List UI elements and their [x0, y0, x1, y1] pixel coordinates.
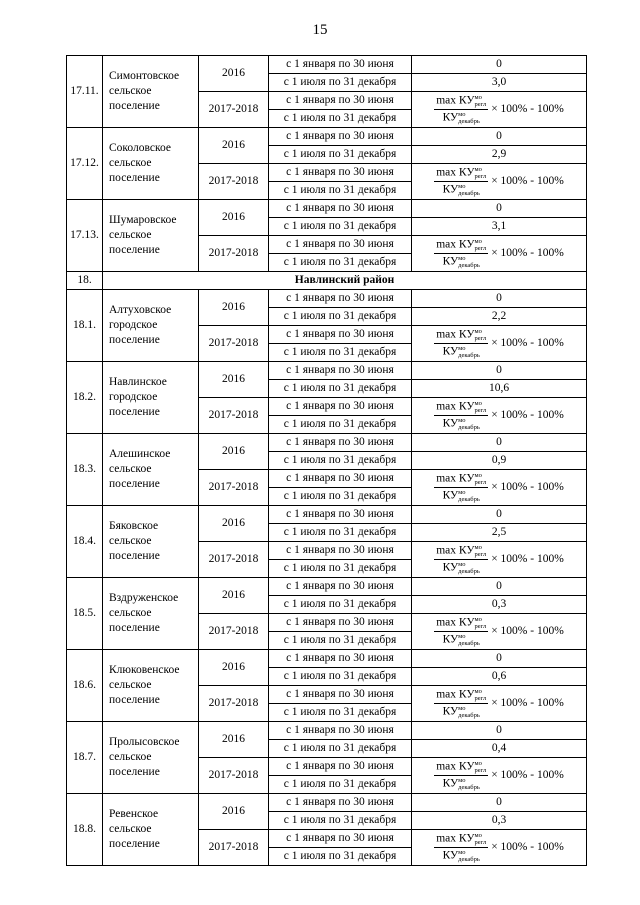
formula-cell: [412, 398, 587, 434]
formula-subscript-dec: декабрь: [458, 262, 480, 269]
value-cell: 2,2: [412, 308, 587, 326]
value-cell: 0: [412, 128, 587, 146]
row-number: 18.1.: [67, 290, 103, 362]
formula-superscript: мо: [474, 616, 482, 623]
formula-superscript: мо: [458, 561, 466, 568]
formula-denominator: [434, 182, 488, 197]
formula-subscript-dec: декабрь: [458, 190, 480, 197]
year-cell: 2017-2018: [199, 92, 269, 128]
formula-superscript: мо: [458, 705, 466, 712]
formula-subscript-dec: декабрь: [458, 568, 480, 575]
formula-indices-top: [474, 544, 486, 558]
formula-subscript-regl: регл: [474, 551, 487, 558]
period-cell: с 1 января по 30 июня: [269, 92, 412, 110]
formula-max-text: max КУ: [436, 760, 475, 773]
formula-subscript-dec: декабрь: [458, 856, 480, 863]
formula-cell: [412, 164, 587, 200]
settlement-name: Пролысовское сельское поселение: [103, 722, 199, 794]
formula-indices-top: [474, 688, 486, 702]
row-number: 17.12.: [67, 128, 103, 200]
value-cell: 2,9: [412, 146, 587, 164]
period-cell: с 1 января по 30 июня: [269, 614, 412, 632]
period-cell: с 1 января по 30 июня: [269, 236, 412, 254]
year-cell: 2016: [199, 722, 269, 758]
formula-fraction: [434, 400, 488, 431]
year-cell: 2017-2018: [199, 686, 269, 722]
formula-fraction: [434, 544, 488, 575]
formula-max-text: max КУ: [436, 166, 475, 179]
formula-denominator: [434, 632, 488, 647]
year-cell: 2016: [199, 650, 269, 686]
table-row: [67, 650, 587, 668]
period-cell: с 1 июля по 31 декабря: [269, 344, 412, 362]
period-cell: с 1 июля по 31 декабря: [269, 218, 412, 236]
formula-subscript-regl: регл: [474, 173, 487, 180]
period-cell: с 1 июля по 31 декабря: [269, 416, 412, 434]
year-cell: 2017-2018: [199, 830, 269, 866]
formula-indices-bottom: [458, 849, 480, 863]
period-cell: с 1 января по 30 июня: [269, 398, 412, 416]
formula-indices-top: [474, 400, 486, 414]
period-cell: с 1 января по 30 июня: [269, 200, 412, 218]
formula-superscript: мо: [474, 238, 482, 245]
formula-fraction: [434, 238, 488, 269]
formula-superscript: мо: [458, 417, 466, 424]
row-number: 18.4.: [67, 506, 103, 578]
value-cell: 0,9: [412, 452, 587, 470]
formula-indices-bottom: [458, 255, 480, 269]
formula-superscript: мо: [474, 832, 482, 839]
year-cell: 2016: [199, 578, 269, 614]
year-cell: 2017-2018: [199, 542, 269, 578]
value-cell: 3,1: [412, 218, 587, 236]
period-cell: с 1 июля по 31 декабря: [269, 182, 412, 200]
formula-superscript: мо: [474, 400, 482, 407]
period-cell: с 1 июля по 31 декабря: [269, 254, 412, 272]
formula-subscript-regl: регл: [474, 695, 487, 702]
formula-indices-bottom: [458, 705, 480, 719]
formula-superscript: мо: [474, 760, 482, 767]
row-number: 18.7.: [67, 722, 103, 794]
formula-ku-text: КУ: [442, 849, 459, 862]
year-cell: 2017-2018: [199, 398, 269, 434]
year-cell: 2016: [199, 56, 269, 92]
formula-fraction: [434, 616, 488, 647]
table-row: [67, 722, 587, 740]
formula-numerator: [434, 94, 488, 110]
formula-subscript-regl: регл: [474, 335, 487, 342]
formula-tail: × 100% - 100%: [491, 103, 564, 116]
value-cell: 0: [412, 506, 587, 524]
formula-tail: × 100% - 100%: [491, 409, 564, 422]
value-cell: 3,0: [412, 74, 587, 92]
year-cell: 2016: [199, 434, 269, 470]
formula-indices-bottom: [458, 111, 480, 125]
formula-superscript: мо: [474, 166, 482, 173]
formula-superscript: мо: [474, 472, 482, 479]
period-cell: с 1 июля по 31 декабря: [269, 452, 412, 470]
formula-subscript-regl: регл: [474, 101, 487, 108]
settlement-name: Алешинское сельское поселение: [103, 434, 199, 506]
formula-superscript: мо: [458, 777, 466, 784]
formula-subscript-dec: декабрь: [458, 640, 480, 647]
settlement-name: Клюковенское сельское поселение: [103, 650, 199, 722]
formula-tail: × 100% - 100%: [491, 697, 564, 710]
formula-fraction: [434, 328, 488, 359]
formula-fraction: [434, 688, 488, 719]
formula-subscript-dec: декабрь: [458, 496, 480, 503]
formula-max-text: max КУ: [436, 94, 475, 107]
formula-max-text: max КУ: [436, 832, 475, 845]
formula-subscript-regl: регл: [474, 407, 487, 414]
formula-ku-text: КУ: [442, 489, 459, 502]
formula-cell: [412, 236, 587, 272]
row-number: 18.2.: [67, 362, 103, 434]
formula-indices-top: [474, 238, 486, 252]
year-cell: 2017-2018: [199, 758, 269, 794]
year-cell: 2017-2018: [199, 164, 269, 200]
year-cell: 2016: [199, 506, 269, 542]
year-cell: 2016: [199, 362, 269, 398]
formula-indices-top: [474, 94, 486, 108]
period-cell: с 1 января по 30 июня: [269, 128, 412, 146]
row-number: 18.3.: [67, 434, 103, 506]
period-cell: с 1 января по 30 июня: [269, 290, 412, 308]
formula-numerator: [434, 472, 488, 488]
formula-max-text: max КУ: [436, 544, 475, 557]
period-cell: с 1 января по 30 июня: [269, 722, 412, 740]
period-cell: с 1 января по 30 июня: [269, 542, 412, 560]
formula-superscript: мо: [458, 345, 466, 352]
formula-tail: × 100% - 100%: [491, 769, 564, 782]
formula-tail: × 100% - 100%: [491, 337, 564, 350]
formula-max-text: max КУ: [436, 238, 475, 251]
formula-max-text: max КУ: [436, 400, 475, 413]
year-cell: 2017-2018: [199, 236, 269, 272]
formula-numerator: [434, 328, 488, 344]
period-cell: с 1 июля по 31 декабря: [269, 776, 412, 794]
table-row: [67, 56, 587, 74]
district-number: 18.: [67, 272, 103, 290]
formula-indices-bottom: [458, 633, 480, 647]
formula-numerator: [434, 400, 488, 416]
formula-tail: × 100% - 100%: [491, 625, 564, 638]
formula-indices-top: [474, 166, 486, 180]
period-cell: с 1 января по 30 июня: [269, 830, 412, 848]
table-row: [67, 506, 587, 524]
row-number: 18.8.: [67, 794, 103, 866]
period-cell: с 1 июля по 31 декабря: [269, 524, 412, 542]
formula-denominator: [434, 488, 488, 503]
row-number: 18.5.: [67, 578, 103, 650]
formula-ku-text: КУ: [442, 633, 459, 646]
formula-numerator: [434, 166, 488, 182]
value-cell: 0: [412, 290, 587, 308]
formula-cell: [412, 92, 587, 128]
tariff-table: [66, 55, 587, 866]
row-number: 17.13.: [67, 200, 103, 272]
formula-superscript: мо: [474, 544, 482, 551]
formula-fraction: [434, 760, 488, 791]
settlement-name: Ревенское сельское поселение: [103, 794, 199, 866]
period-cell: с 1 июля по 31 декабря: [269, 632, 412, 650]
row-number: 18.6.: [67, 650, 103, 722]
formula-ku-text: КУ: [442, 777, 459, 790]
year-cell: 2017-2018: [199, 326, 269, 362]
table-row: [67, 362, 587, 380]
formula-denominator: [434, 416, 488, 431]
formula-subscript-dec: декабрь: [458, 352, 480, 359]
settlement-name: Бяковское сельское поселение: [103, 506, 199, 578]
formula-ku-text: КУ: [442, 255, 459, 268]
formula-cell: [412, 758, 587, 794]
formula-ku-text: КУ: [442, 111, 459, 124]
formula-denominator: [434, 344, 488, 359]
formula-subscript-regl: регл: [474, 839, 487, 846]
period-cell: с 1 июля по 31 декабря: [269, 596, 412, 614]
year-cell: 2017-2018: [199, 470, 269, 506]
formula-subscript-dec: декабрь: [458, 424, 480, 431]
formula-max-text: max КУ: [436, 688, 475, 701]
settlement-name: Симонтовское сельское поселение: [103, 56, 199, 128]
formula-indices-bottom: [458, 417, 480, 431]
settlement-name: Шумаровское сельское поселение: [103, 200, 199, 272]
period-cell: с 1 июля по 31 декабря: [269, 380, 412, 398]
formula-numerator: [434, 616, 488, 632]
formula-indices-top: [474, 760, 486, 774]
year-cell: 2016: [199, 290, 269, 326]
formula-max-text: max КУ: [436, 472, 475, 485]
value-cell: 0: [412, 578, 587, 596]
formula-superscript: мо: [458, 633, 466, 640]
formula-ku-text: КУ: [442, 183, 459, 196]
formula-indices-bottom: [458, 777, 480, 791]
year-cell: 2016: [199, 794, 269, 830]
formula-denominator: [434, 110, 488, 125]
formula-numerator: [434, 760, 488, 776]
formula-subscript-regl: регл: [474, 479, 487, 486]
formula-denominator: [434, 848, 488, 863]
district-row: [67, 272, 587, 290]
period-cell: с 1 июля по 31 декабря: [269, 74, 412, 92]
formula-subscript-dec: декабрь: [458, 118, 480, 125]
period-cell: с 1 января по 30 июня: [269, 650, 412, 668]
value-cell: 0: [412, 650, 587, 668]
formula-subscript-regl: регл: [474, 767, 487, 774]
value-cell: 0: [412, 56, 587, 74]
formula-ku-text: КУ: [442, 705, 459, 718]
value-cell: 2,5: [412, 524, 587, 542]
formula-denominator: [434, 704, 488, 719]
formula-numerator: [434, 238, 488, 254]
table-row: [67, 128, 587, 146]
formula-cell: [412, 326, 587, 362]
row-number: 17.11.: [67, 56, 103, 128]
formula-indices-top: [474, 832, 486, 846]
formula-superscript: мо: [458, 849, 466, 856]
formula-tail: × 100% - 100%: [491, 481, 564, 494]
year-cell: 2016: [199, 128, 269, 164]
settlement-name: Соколовское сельское поселение: [103, 128, 199, 200]
formula-denominator: [434, 560, 488, 575]
formula-cell: [412, 686, 587, 722]
formula-ku-text: КУ: [442, 345, 459, 358]
table-row: [67, 434, 587, 452]
value-cell: 0,6: [412, 668, 587, 686]
formula-indices-top: [474, 328, 486, 342]
formula-superscript: мо: [474, 328, 482, 335]
value-cell: 0,3: [412, 812, 587, 830]
formula-tail: × 100% - 100%: [491, 841, 564, 854]
formula-subscript-regl: регл: [474, 623, 487, 630]
value-cell: 0: [412, 722, 587, 740]
formula-cell: [412, 614, 587, 650]
formula-fraction: [434, 94, 488, 125]
formula-max-text: max КУ: [436, 328, 475, 341]
period-cell: с 1 января по 30 июня: [269, 434, 412, 452]
formula-tail: × 100% - 100%: [491, 175, 564, 188]
formula-subscript-regl: регл: [474, 245, 487, 252]
value-cell: 0,3: [412, 596, 587, 614]
formula-tail: × 100% - 100%: [491, 247, 564, 260]
table-row: [67, 578, 587, 596]
formula-indices-top: [474, 472, 486, 486]
period-cell: с 1 июля по 31 декабря: [269, 848, 412, 866]
period-cell: с 1 января по 30 июня: [269, 758, 412, 776]
formula-indices-top: [474, 616, 486, 630]
formula-indices-bottom: [458, 561, 480, 575]
formula-tail: × 100% - 100%: [491, 553, 564, 566]
settlement-name: Вздруженское сельское поселение: [103, 578, 199, 650]
year-cell: 2017-2018: [199, 614, 269, 650]
formula-superscript: мо: [458, 489, 466, 496]
period-cell: с 1 января по 30 июня: [269, 56, 412, 74]
formula-superscript: мо: [458, 255, 466, 262]
value-cell: 0: [412, 362, 587, 380]
formula-ku-text: КУ: [442, 417, 459, 430]
formula-indices-bottom: [458, 489, 480, 503]
period-cell: с 1 января по 30 июня: [269, 164, 412, 182]
period-cell: с 1 января по 30 июня: [269, 362, 412, 380]
settlement-name: Навлинское городское поселение: [103, 362, 199, 434]
formula-subscript-dec: декабрь: [458, 712, 480, 719]
period-cell: с 1 июля по 31 декабря: [269, 704, 412, 722]
period-cell: с 1 июля по 31 декабря: [269, 308, 412, 326]
period-cell: с 1 января по 30 июня: [269, 578, 412, 596]
formula-ku-text: КУ: [442, 561, 459, 574]
table-row: [67, 290, 587, 308]
value-cell: 0,4: [412, 740, 587, 758]
formula-cell: [412, 830, 587, 866]
formula-superscript: мо: [474, 688, 482, 695]
formula-fraction: [434, 472, 488, 503]
formula-fraction: [434, 832, 488, 863]
page-number: 15: [312, 22, 328, 38]
formula-cell: [412, 542, 587, 578]
district-name: Навлинский район: [103, 272, 587, 290]
formula-indices-bottom: [458, 345, 480, 359]
formula-cell: [412, 470, 587, 506]
formula-superscript: мо: [458, 183, 466, 190]
period-cell: с 1 января по 30 июня: [269, 326, 412, 344]
period-cell: с 1 января по 30 июня: [269, 506, 412, 524]
period-cell: с 1 июля по 31 декабря: [269, 146, 412, 164]
value-cell: 10,6: [412, 380, 587, 398]
year-cell: 2016: [199, 200, 269, 236]
formula-superscript: мо: [458, 111, 466, 118]
formula-fraction: [434, 166, 488, 197]
formula-max-text: max КУ: [436, 616, 475, 629]
period-cell: с 1 июля по 31 декабря: [269, 812, 412, 830]
settlement-name: Алтуховское городское поселение: [103, 290, 199, 362]
period-cell: с 1 января по 30 июня: [269, 686, 412, 704]
formula-indices-bottom: [458, 183, 480, 197]
period-cell: с 1 января по 30 июня: [269, 470, 412, 488]
period-cell: с 1 июля по 31 декабря: [269, 740, 412, 758]
period-cell: с 1 января по 30 июня: [269, 794, 412, 812]
period-cell: с 1 июля по 31 декабря: [269, 668, 412, 686]
table-row: [67, 794, 587, 812]
table-row: [67, 200, 587, 218]
formula-numerator: [434, 688, 488, 704]
period-cell: с 1 июля по 31 декабря: [269, 560, 412, 578]
formula-denominator: [434, 254, 488, 269]
formula-numerator: [434, 832, 488, 848]
formula-subscript-dec: декабрь: [458, 784, 480, 791]
period-cell: с 1 июля по 31 декабря: [269, 488, 412, 506]
formula-denominator: [434, 776, 488, 791]
period-cell: с 1 июля по 31 декабря: [269, 110, 412, 128]
value-cell: 0: [412, 794, 587, 812]
formula-numerator: [434, 544, 488, 560]
value-cell: 0: [412, 434, 587, 452]
formula-superscript: мо: [474, 94, 482, 101]
value-cell: 0: [412, 200, 587, 218]
